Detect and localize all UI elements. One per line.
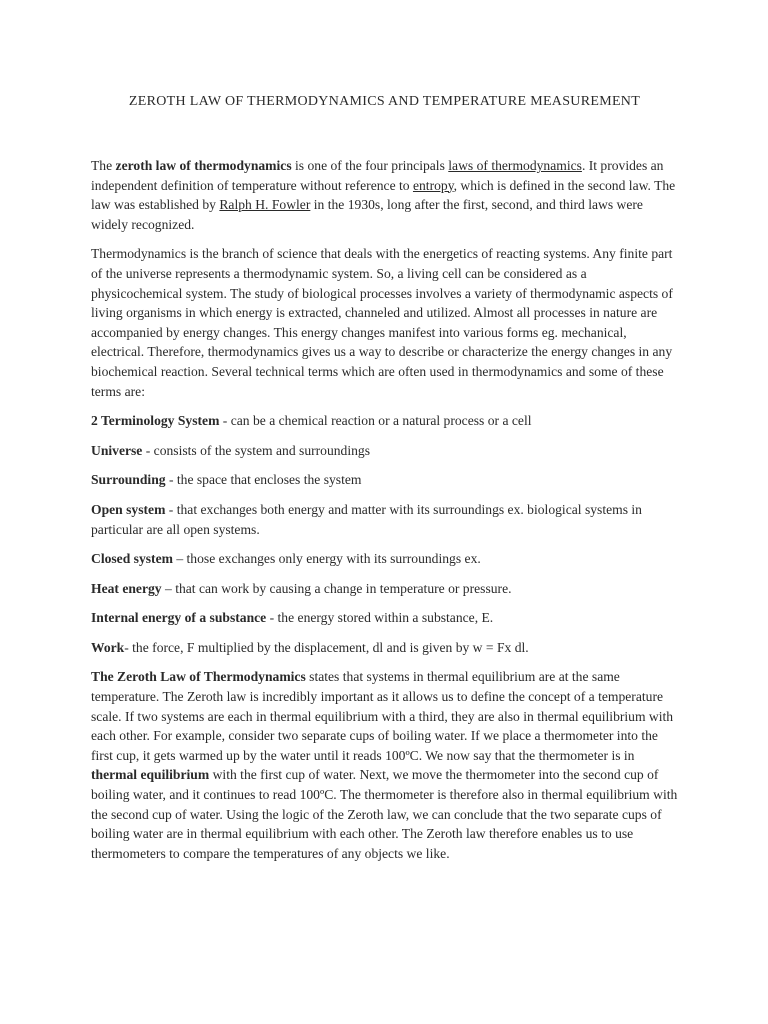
term-text: - the space that encloses the system: [165, 472, 362, 488]
term-definition: [91, 470, 678, 490]
zeroth-law-text-1: states that systems in thermal equilibrium are at the same temperature. The Zeroth law is incredibly important as it allows us to define the concept of a temperature scale. If two systems are each in thermal equilibrium with a third, they are also in thermal equilibrium with each other. For example, consider two separate cups of boiling water. If we place a thermometer into the first cup, it gets warmed up by the water until it reads 100ºC. We now say that the thermometer is in: [91, 669, 674, 763]
zeroth-law-heading: The Zeroth Law of Thermodynamics: [91, 669, 306, 685]
intro-text-2: is one of the four principals: [291, 158, 449, 173]
term-definition: [91, 608, 678, 628]
thermodynamics-paragraph: Thermodynamics is the branch of science that deals with the energetics of reacting systems. Any finite part of the universe represents a thermodynamic system. So, a living cell can be considered as a physicochemical system. The study of biological processes involves a variety of thermodynamic aspects of living organisms in which energy is extracted, channeled and utilized. Almost all processes in nature are accompanied by energy changes. This energy changes manifest into various forms eg. mechanical, electrical. Therefore, thermodynamics gives us a way to describe or characterize the energy changes in any biochemical reaction. Several technical terms which are often used in thermodynamics and some of these terms are:: [91, 246, 673, 399]
term-label: Surrounding: [91, 472, 166, 488]
link-ralph-fowler[interactable]: Ralph H. Fowler: [219, 197, 311, 213]
link-laws-of-thermodynamics[interactable]: laws of thermodynamics: [448, 158, 582, 173]
term-label: 2 Terminology System: [91, 413, 220, 429]
intro-paragraph: [91, 156, 678, 234]
term-label: Heat energy: [91, 580, 162, 596]
term-label: Work: [91, 639, 125, 655]
intro-text-3: . It provides an independent definition of temperature without reference to: [91, 158, 664, 193]
zeroth-law-paragraph: [91, 667, 678, 863]
term-definition: [91, 441, 678, 461]
zeroth-law-text-2: with the first cup of water. Next, we move the thermometer into the second cup of boiling water, and it continues to read 100ºC. The thermometer is therefore also in thermal equilibrium with the second cup of water. Using the logic of the Zeroth law, we can conclude that the two separate cups of boiling water are in thermal equilibrium with each other. The Zeroth law therefore enables us to use thermometers to compare the temperatures of any objects we like.: [91, 767, 678, 861]
link-entropy[interactable]: entropy: [412, 177, 454, 193]
term-text: – those exchanges only energy with its surroundings ex.: [172, 551, 481, 567]
term-definition: [91, 549, 678, 569]
term-text: - the force, F multiplied by the displacement, dl and is given by w = Fx dl.: [124, 639, 529, 655]
term-text: - the energy stored within a substance, E.: [266, 610, 494, 626]
term-definition: [91, 411, 678, 431]
term-label: Universe: [91, 442, 143, 458]
term-definition: [91, 638, 678, 658]
intro-bold-term: zeroth law of thermodynamics: [115, 158, 292, 173]
term-definition: [91, 500, 678, 539]
thermal-equilibrium-term: thermal equilibrium: [91, 767, 210, 783]
term-label: Internal energy of a substance: [91, 610, 267, 626]
intro-text-5: in the 1930s, long after the first, second, and third laws were widely recognized.: [91, 197, 643, 232]
term-text: - consists of the system and surroundings: [142, 442, 371, 458]
intro-text-1: The: [91, 158, 116, 173]
term-definition: [91, 579, 678, 599]
term-label: Open system: [91, 501, 166, 517]
intro-text-4: , which is defined in the second law. The law was established by: [91, 177, 676, 213]
term-text: – that can work by causing a change in temperature or pressure.: [161, 580, 512, 596]
document-title: ZEROTH LAW OF THERMODYNAMICS AND TEMPERATURE MEASUREMENT: [128, 94, 641, 109]
term-text: - can be a chemical reaction or a natural process or a cell: [219, 413, 532, 429]
term-text: - that exchanges both energy and matter with its surroundings ex. biological systems in particular are all open systems.: [91, 501, 642, 537]
term-label: Closed system: [91, 551, 173, 567]
